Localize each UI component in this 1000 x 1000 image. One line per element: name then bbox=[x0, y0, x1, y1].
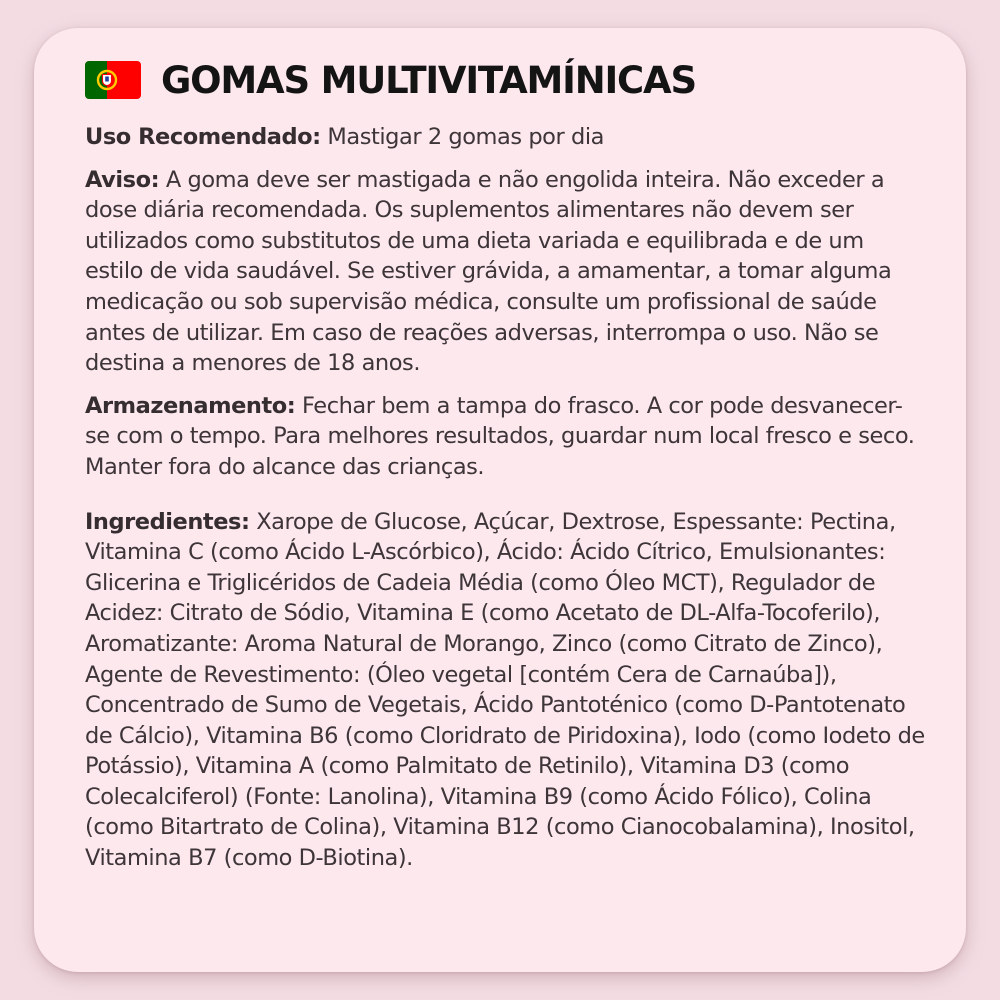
aviso-label: Aviso: bbox=[85, 166, 160, 193]
uso-recomendado-text: Mastigar 2 gomas por dia bbox=[320, 124, 604, 150]
aviso-paragraph bbox=[85, 165, 926, 379]
label-card bbox=[34, 28, 966, 972]
aviso-text: A goma deve ser mastigada e não engolida inteira. Não exceder a dose diária recomendada. Os suplementos alimentares não devem ser utilizados como substitutos de uma dieta variada e equilibrada e de um estilo de vida saudável. Se estiver grávida, a amamentar, a tomar alguma medicação ou sob supervisão médica, consulte um profissional de saúde antes de utilizar. Em caso de reações adversas, interrompa o uso. Não se destina a menores de 18 anos. bbox=[85, 166, 892, 377]
armazenamento-paragraph bbox=[85, 391, 926, 483]
ingredientes-text: Xarope de Glucose, Açúcar, Dextrose, Espessante: Pectina, Vitamina C (como Ácido L-Ascórbico), Ácido: Ácido Cítrico, Emulsionantes: Glicerina e Triglicéridos de Cadeia Média (como Óleo MCT), Regulador de Acidez: Citrato de Sódio, Vitamina E (como Acetato de DL-Alfa-Tocoferilo), Aromatizante: Aroma Natural de Morango, Zinco (como Citrato de Zinco), Agente de Revestimento: (Óleo vegetal [contém Cera de Carnaúba]), Concentrado de Sumo de Vegetais, Ácido Pantoténico (como D-Pantotenato de Cálcio), Vitamina B6 (como Cloridrato de Piridoxina), Iodo (como Iodeto de Potássio), Vitamina A (como Palmitato de Retinilo), Vitamina D3 (como Colecalciferol) (Fonte: Lanolina), Vitamina B9 (como Ácido Fólico), Colina (como Bitartrato de Colina), Vitamina B12 (como Cianocobalamina), Inositol, Vitamina B7 (como D-Biotina). bbox=[85, 508, 925, 872]
ingredientes-paragraph bbox=[85, 507, 926, 874]
armazenamento-text: Fechar bem a tampa do frasco. A cor pode desvanecer-se com o tempo. Para melhores resultados, guardar num local fresco e seco. Manter fora do alcance das crianças. bbox=[85, 392, 915, 480]
armazenamento-label: Armazenamento: bbox=[85, 392, 296, 419]
uso-recomendado-paragraph bbox=[85, 122, 926, 153]
ingredientes-label: Ingredientes: bbox=[85, 508, 250, 535]
title-row bbox=[85, 60, 926, 100]
uso-recomendado-label: Uso Recomendado: bbox=[85, 124, 321, 150]
portugal-flag-icon bbox=[85, 61, 141, 99]
page-title: GOMAS MULTIVITAMÍNICAS bbox=[161, 58, 696, 102]
